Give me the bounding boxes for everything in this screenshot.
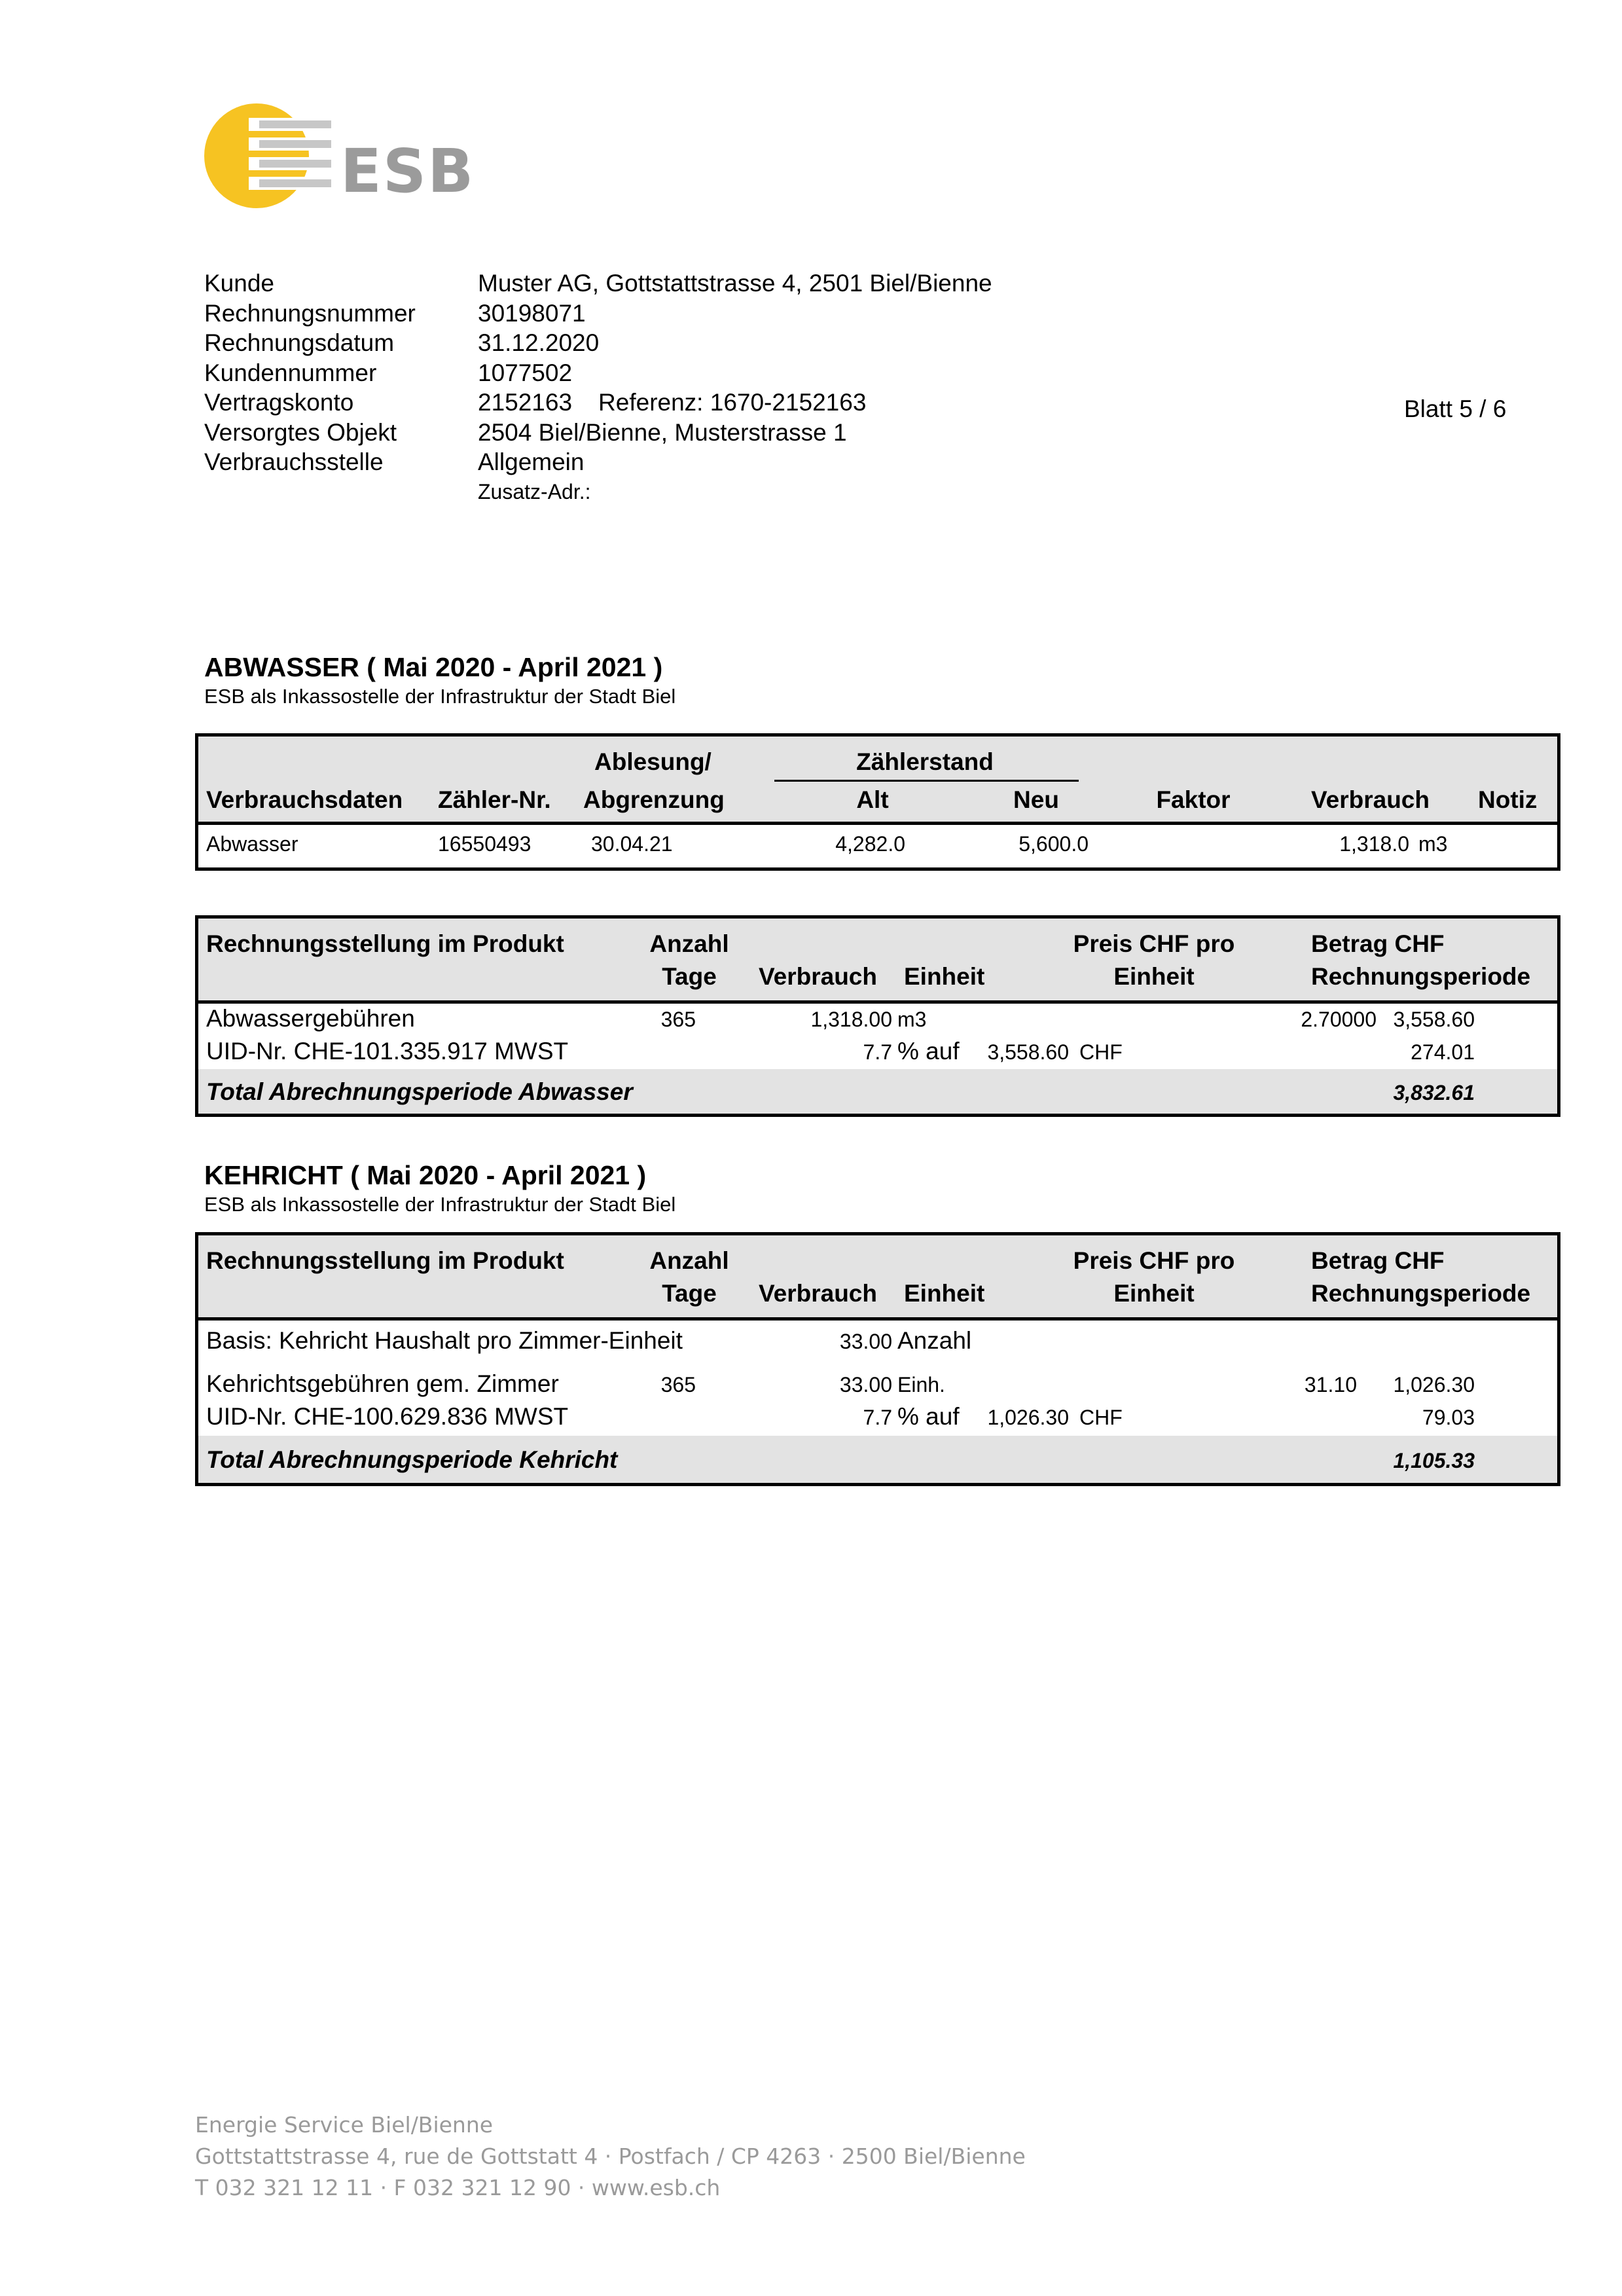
header-preis-einheit: Einheit [1113,1280,1195,1307]
basis-line-name: Basis: Kehricht Haushalt pro Zimmer-Einheit [206,1327,683,1354]
header-tage: Tage [662,963,717,990]
info-value: Allgemein [478,448,585,475]
header-anzahl: Anzahl [649,930,729,957]
kehricht-total-row [198,1436,1557,1483]
line-item-preis: 31.10 [1304,1373,1357,1396]
vat-line-name: UID-Nr. CHE-101.335.917 MWST [206,1038,569,1065]
abwasser-total-row [198,1069,1557,1114]
header-zaehler-nr: Zähler-Nr. [438,786,551,813]
header-einheit: Einheit [904,1280,985,1307]
info-value: 31.12.2020 [478,329,600,356]
meter-table [195,733,1560,871]
header-ablesung: Ablesung/ [594,748,712,775]
meter-row-alt: 4,282.0 [835,832,905,856]
line-item-name: Abwassergebühren [206,1005,415,1032]
header-rechnungsperiode: Rechnungsperiode [1311,963,1531,990]
line-item-betrag: 3,558.60 [1393,1008,1475,1031]
vat-basis: 3,558.60 [987,1040,1069,1064]
vat-rate: 7.7 [863,1406,892,1429]
line-item-betrag: 1,026.30 [1393,1373,1475,1396]
header-preis: Preis CHF pro [1073,1247,1235,1274]
info-label: Verbrauchsstelle [204,448,384,475]
vertragskonto-value: 2152163 [478,389,573,416]
header-produkt: Rechnungsstellung im Produkt [206,930,564,957]
header-produkt: Rechnungsstellung im Produkt [206,1247,564,1274]
footer-contact: T 032 321 12 11 · F 032 321 12 90 · www.esb.ch [195,2175,721,2200]
header-faktor: Faktor [1156,786,1231,813]
header-betrag: Betrag CHF [1311,1247,1445,1274]
footer-address: Gottstattstrasse 4, rue de Gottstatt 4 · Postfach / CP 4263 · 2500 Biel/Bienne [195,2143,1026,2169]
info-label: Kunde [204,270,274,297]
info-label: Kundennummer [204,359,377,386]
total-amount: 3,832.61 [1393,1081,1475,1104]
header-verbrauch: Verbrauch [759,963,877,990]
info-value [478,388,866,418]
header-alt: Alt [856,786,889,813]
info-label: Rechnungsdatum [204,329,395,356]
logo-wordmark: ESB [340,136,475,206]
line-item-preis: 2.70000 [1301,1008,1377,1031]
header-neu: Neu [1013,786,1059,813]
header-tage: Tage [662,1280,717,1307]
abwasser-subtitle: ESB als Inkassostelle der Infrastruktur der Stadt Biel [204,685,676,708]
vat-auf-label: % auf [897,1403,960,1430]
kehricht-subtitle: ESB als Inkassostelle der Infrastruktur der Stadt Biel [204,1193,676,1216]
line-item-verbrauch: 1,318.00 [810,1008,892,1031]
vat-line-name: UID-Nr. CHE-100.629.836 MWST [206,1403,569,1430]
meter-row-einheit: m3 [1418,832,1448,856]
info-label: Rechnungsnummer [204,299,416,327]
vat-rate: 7.7 [863,1040,892,1064]
info-value: 2504 Biel/Bienne, Musterstrasse 1 [478,418,847,446]
header-einheit: Einheit [904,963,985,990]
meter-row-neu: 5,600.0 [1018,832,1089,856]
footer-company: Energie Service Biel/Bienne [195,2112,494,2138]
abwasser-title: ABWASSER ( Mai 2020 - April 2021 ) [204,652,663,682]
header-notiz: Notiz [1478,786,1538,813]
info-label: Versorgtes Objekt [204,418,397,446]
line-item-einheit: m3 [897,1008,927,1031]
billing-header [198,919,1557,1004]
meter-row-verbrauch: 1,318.0 [1339,832,1409,856]
vat-chf-label: CHF [1079,1040,1123,1064]
header-anzahl: Anzahl [649,1247,729,1274]
abwasser-billing-table [195,915,1560,1117]
line-item-einheit: Einh. [897,1373,945,1396]
line-item-tage: 365 [660,1008,696,1031]
zaehlerstand-underline [774,780,1079,782]
header-verbrauch: Verbrauch [1311,786,1430,813]
info-value: 1077502 [478,359,573,386]
zusatz-adresse-label: Zusatz-Adr.: [478,479,591,503]
basis-einheit: Anzahl [897,1327,972,1354]
total-label: Total Abrechnungsperiode Kehricht [206,1446,618,1473]
header-abgrenzung: Abgrenzung [583,786,725,813]
meter-row-name: Abwasser [206,832,298,856]
referenz-value: Referenz: 1670-2152163 [598,389,867,416]
info-label: Vertragskonto [204,389,354,416]
kehricht-billing-table [195,1232,1560,1486]
header-preis-einheit: Einheit [1113,963,1195,990]
vat-betrag: 274.01 [1411,1040,1475,1064]
line-item-verbrauch: 33.00 [839,1373,892,1396]
header-zaehlerstand: Zählerstand [856,748,994,775]
meter-row-datum: 30.04.21 [591,832,673,856]
header-preis: Preis CHF pro [1073,930,1235,957]
meter-table-header [198,737,1557,825]
vat-betrag: 79.03 [1422,1406,1475,1429]
header-verbrauchsdaten: Verbrauchsdaten [206,786,403,813]
line-item-name: Kehrichtsgebühren gem. Zimmer [206,1370,559,1397]
kehricht-title: KEHRICHT ( Mai 2020 - April 2021 ) [204,1160,647,1190]
header-verbrauch: Verbrauch [759,1280,877,1307]
header-betrag: Betrag CHF [1311,930,1445,957]
meter-row-zaehler-nr: 16550493 [438,832,532,856]
line-item-tage: 365 [660,1373,696,1396]
vat-chf-label: CHF [1079,1406,1123,1429]
vat-auf-label: % auf [897,1038,960,1065]
basis-menge: 33.00 [839,1330,892,1353]
header-rechnungsperiode: Rechnungsperiode [1311,1280,1531,1307]
billing-header [198,1235,1557,1321]
info-value: Muster AG, Gottstattstrasse 4, 2501 Biel/Bienne [478,270,992,297]
vat-basis: 1,026.30 [987,1406,1069,1429]
total-label: Total Abrechnungsperiode Abwasser [206,1078,633,1105]
total-amount: 1,105.33 [1393,1449,1475,1472]
info-value: 30198071 [478,299,586,327]
page-number: Blatt 5 / 6 [1404,395,1507,422]
